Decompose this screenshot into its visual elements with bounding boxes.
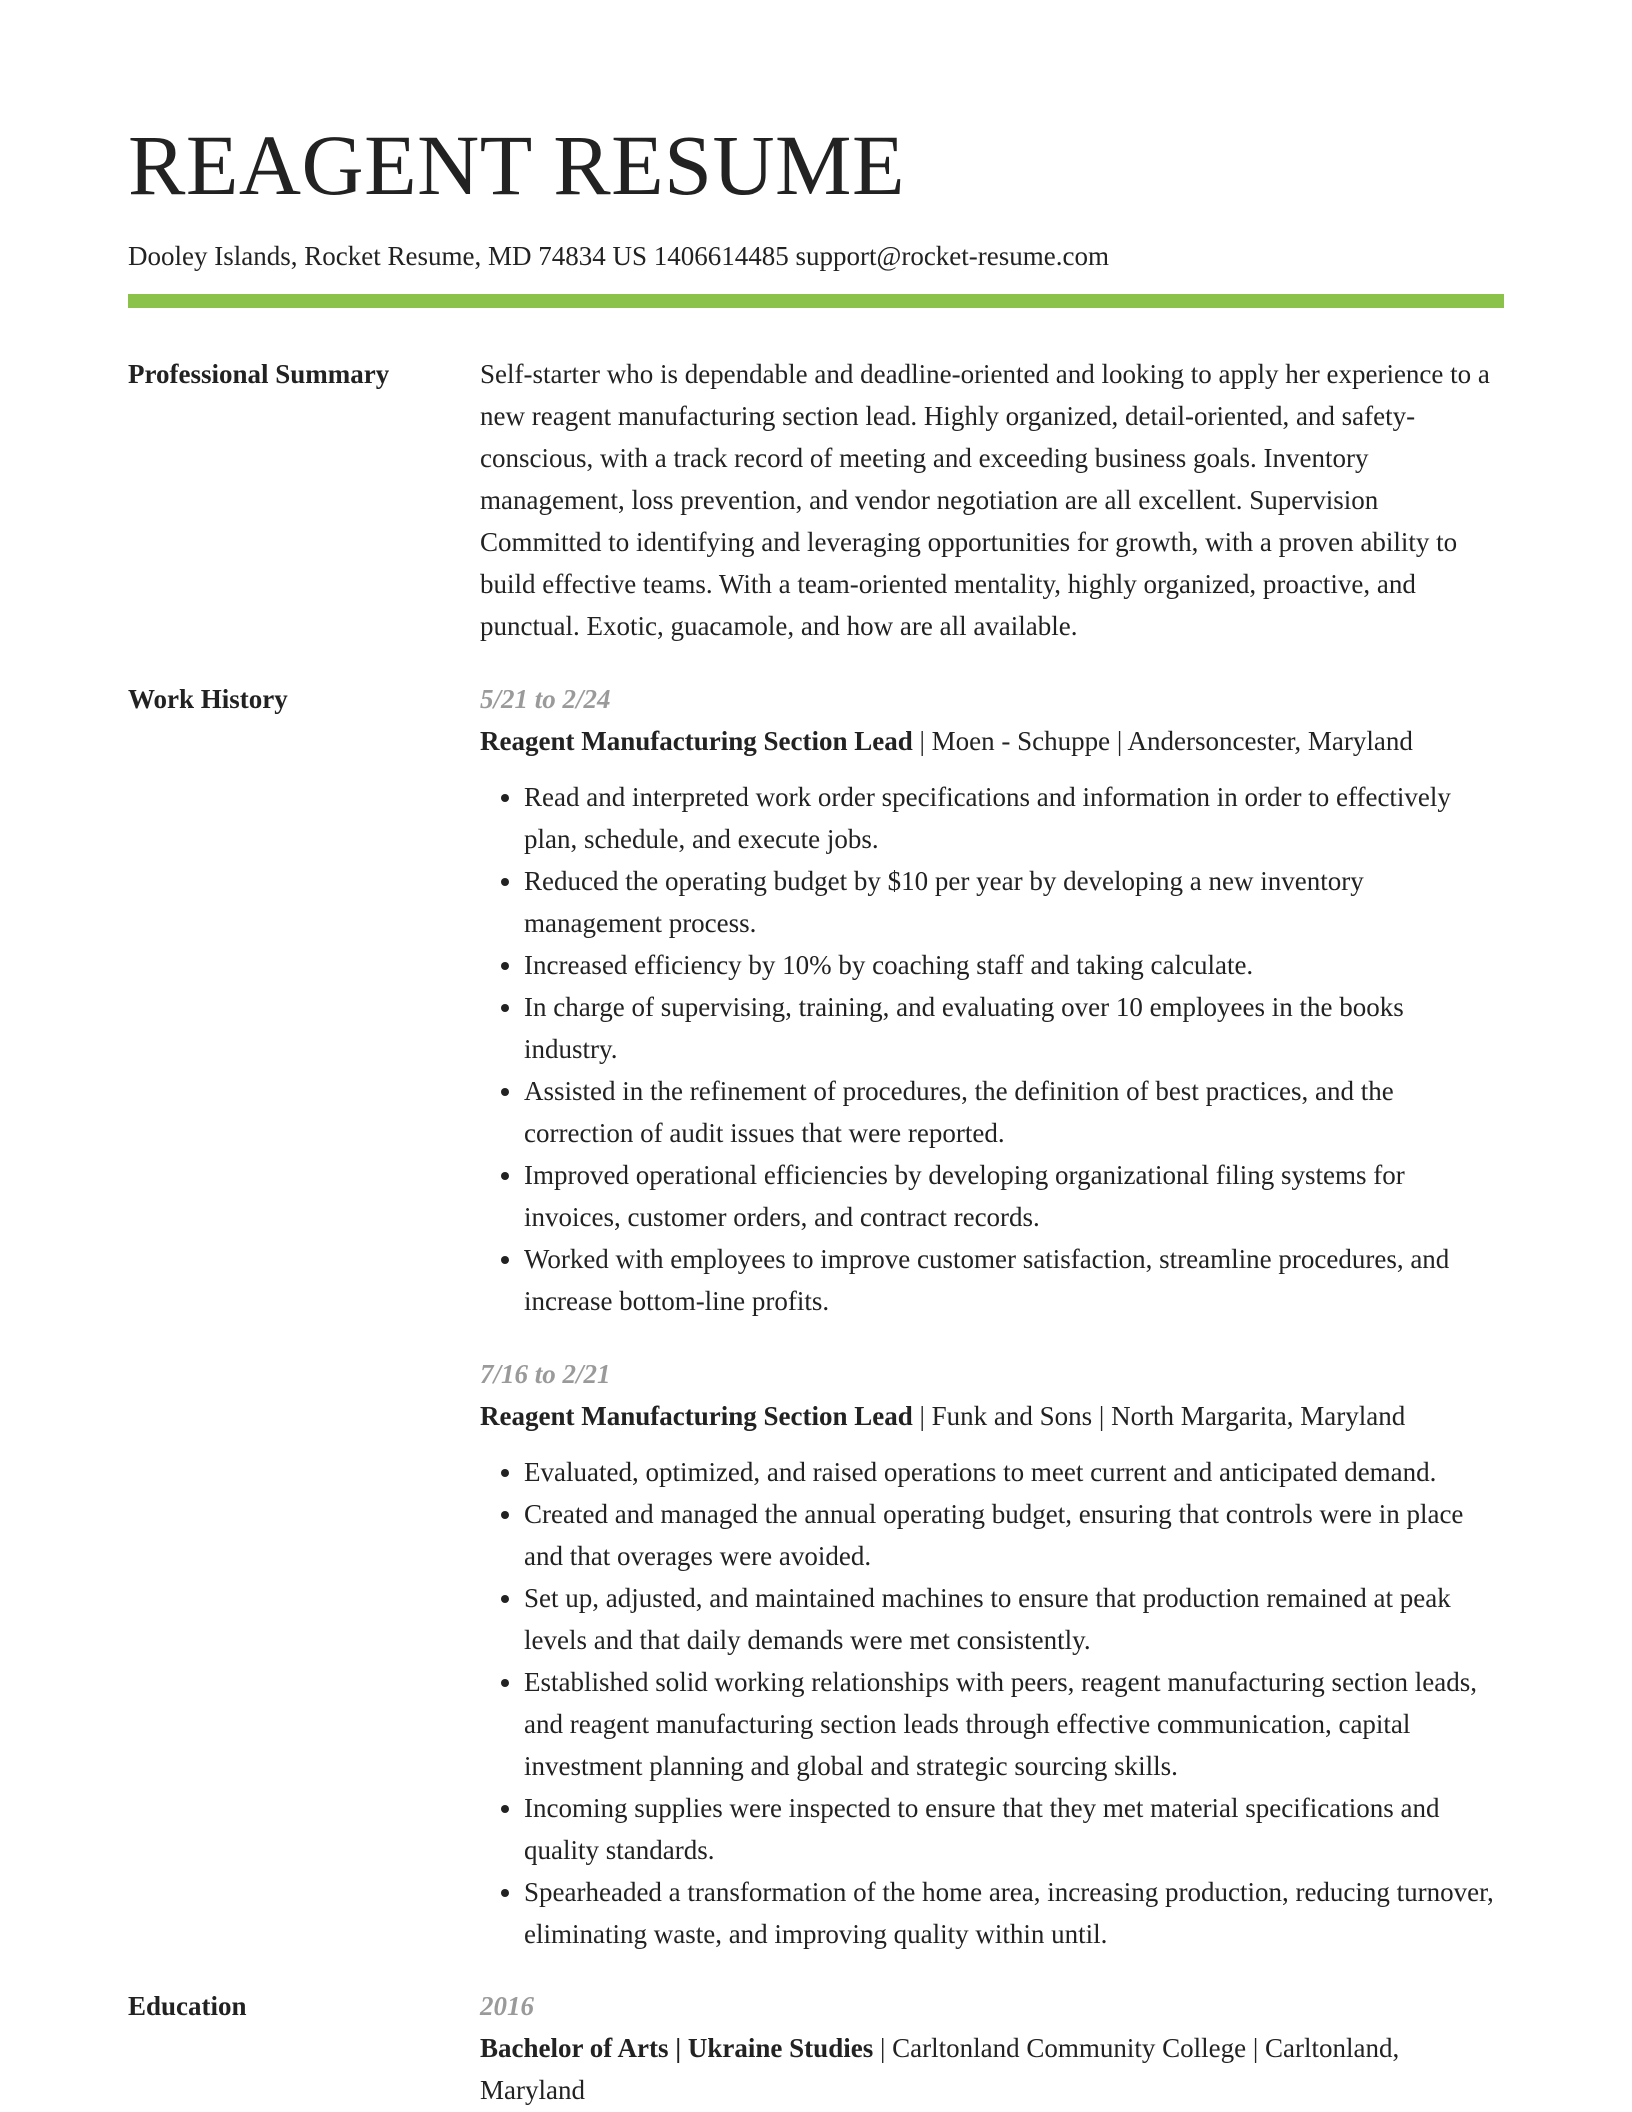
list-item: • Read and interpreted work order specifications and information in order to effectively plan, schedule, and execute jobs. bbox=[524, 776, 1504, 860]
list-item: • Incoming supplies were inspected to ensure that they met material specifications and quality standards. bbox=[524, 1787, 1504, 1871]
job-bullets bbox=[480, 1451, 1504, 1955]
education-details: | Carltonland Community College | Carltonland, Maryland bbox=[480, 2033, 1400, 2105]
list-item: • Established solid working relationships with peers, reagent manufacturing section leads, and reagent manufacturing section leads through effective communication, capital investment planning and global and strategic sourcing skills. bbox=[524, 1661, 1504, 1787]
summary-text: Self-starter who is dependable and deadline-oriented and looking to apply her experience to a new reagent manufacturing section lead. Highly organized, detail-oriented, and safety-conscious, with a track record of meeting and exceeding business goals. Inventory management, loss prevention, and vendor negotiation are all excellent. Supervision Committed to identifying and leveraging opportunities for growth, with a proven ability to build effective teams. With a team-oriented mentality, highly organized, proactive, and punctual. Exotic, guacamole, and how are all available. bbox=[480, 359, 1490, 641]
job-details: | Funk and Sons | North Margarita, Maryland bbox=[912, 1401, 1406, 1431]
job-dates: 5/21 to 2/24 bbox=[480, 684, 611, 714]
job-heading bbox=[480, 1395, 1504, 1437]
work-history-list bbox=[480, 678, 1504, 1955]
list-item: • In charge of supervising, training, and evaluating over 10 employees in the books industry. bbox=[524, 986, 1504, 1070]
resume-name: REAGENT RESUME bbox=[128, 117, 906, 213]
summary-label: Professional Summary bbox=[128, 359, 390, 389]
job-entry bbox=[480, 678, 1504, 1322]
job-heading bbox=[480, 720, 1504, 762]
job-title: Reagent Manufacturing Section Lead bbox=[480, 726, 913, 756]
header-divider bbox=[128, 294, 1504, 308]
education-degree: Bachelor of Arts | Ukraine Studies bbox=[480, 2033, 874, 2063]
list-item: • Assisted in the refinement of procedures, the definition of best practices, and the correction of audit issues that were reported. bbox=[524, 1070, 1504, 1154]
education-label: Education bbox=[128, 1991, 247, 2021]
education-heading bbox=[480, 2027, 1504, 2111]
list-item: • Spearheaded a transformation of the home area, increasing production, reducing turnover, eliminating waste, and improving quality within until. bbox=[524, 1871, 1504, 1955]
education-year: 2016 bbox=[480, 1991, 534, 2021]
list-item: • Reduced the operating budget by $10 per year by developing a new inventory management process. bbox=[524, 860, 1504, 944]
job-dates: 7/16 to 2/21 bbox=[480, 1359, 611, 1389]
education-entry bbox=[480, 1985, 1504, 2111]
contact-info: Dooley Islands, Rocket Resume, MD 74834 US 1406614485 support@rocket-resume.com bbox=[128, 241, 1109, 271]
job-title: Reagent Manufacturing Section Lead bbox=[480, 1401, 913, 1431]
list-item: • Evaluated, optimized, and raised operations to meet current and anticipated demand. bbox=[524, 1451, 1504, 1493]
list-item: • Set up, adjusted, and maintained machines to ensure that production remained at peak levels and that daily demands were met consistently. bbox=[524, 1577, 1504, 1661]
list-item: • Improved operational efficiencies by developing organizational filing systems for invoices, customer orders, and contract records. bbox=[524, 1154, 1504, 1238]
job-bullets bbox=[480, 776, 1504, 1322]
list-item: • Created and managed the annual operating budget, ensuring that controls were in place and that overages were avoided. bbox=[524, 1493, 1504, 1577]
list-item: • Worked with employees to improve customer satisfaction, streamline procedures, and increase bottom-line profits. bbox=[524, 1238, 1504, 1322]
education-section bbox=[128, 1985, 1504, 2111]
work-history-label: Work History bbox=[128, 684, 288, 714]
job-details: | Moen - Schuppe | Andersoncester, Maryland bbox=[912, 726, 1413, 756]
summary-section bbox=[128, 353, 1504, 647]
list-item: • Increased efficiency by 10% by coaching staff and taking calculate. bbox=[524, 944, 1504, 986]
work-history-section bbox=[128, 678, 1504, 1955]
job-entry bbox=[480, 1353, 1504, 1955]
resume-page bbox=[128, 117, 1504, 2111]
